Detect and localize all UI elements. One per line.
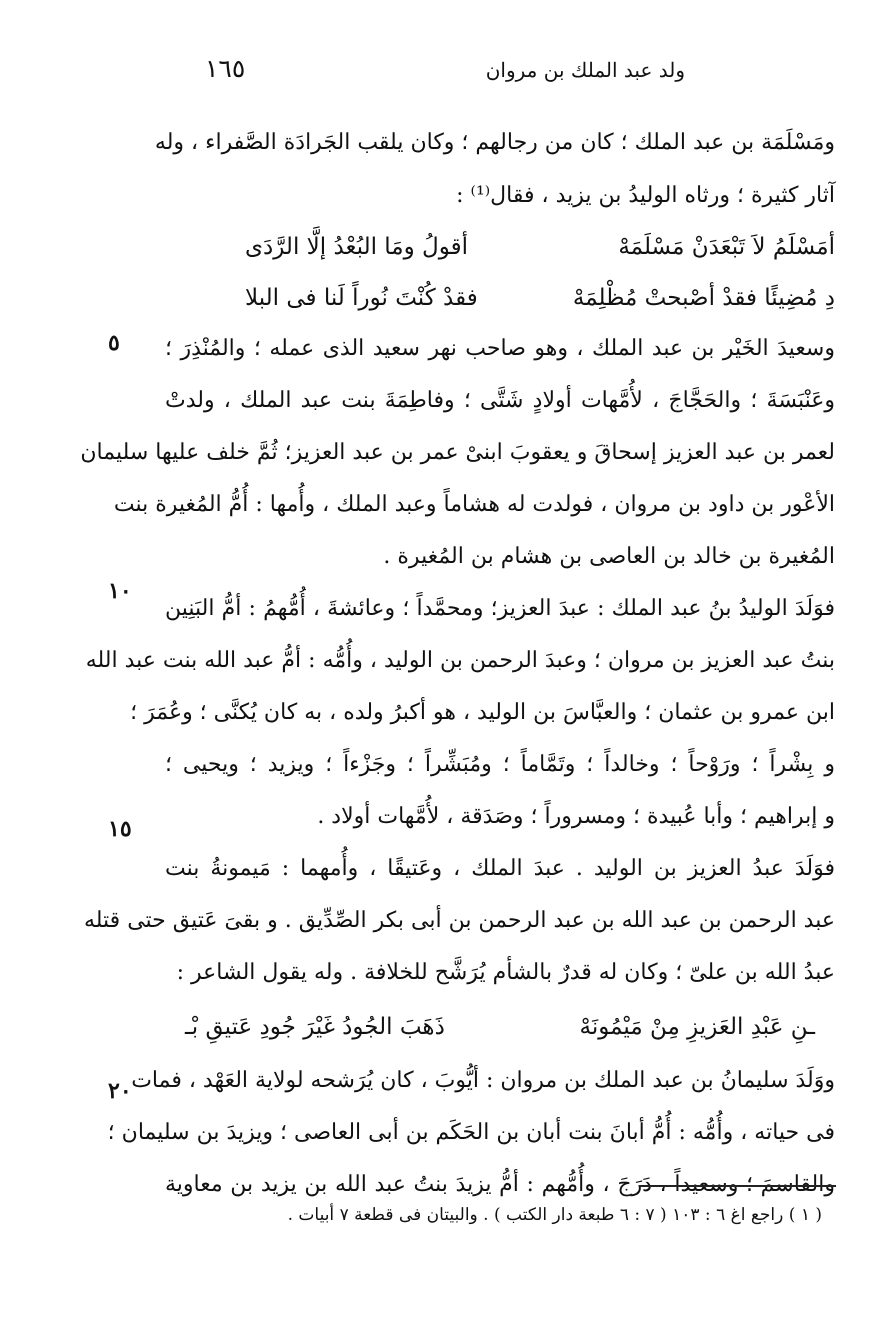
text-line: وسعيدَ الخَيْر بن عبد الملك ، وهو صاحب نهر سعيد الذى عمله ؛ والمُنْذِرَ ؛ [165,336,835,361]
text-line: وعَنْبَسَةَ ؛ والحَجَّاجَ ، لأُمَّهات أولادٍ شَتَّى ؛ وفاطِمَةَ بنت عبد الملك ، ولدتْ [165,388,835,413]
footnote: ( ١ ) راجع اغ ٦ : ١٠٣ ( ٧ : ٦ طبعة دار الكتب ) . والبيتان فى قطعة ٧ أبيات . [287,1205,822,1225]
verse-hemistich: ذَهَبَ الجُودُ غَيْرَ جُودِ عَتيقِ بْـ [185,1014,445,1040]
text-line: ابن عمرو بن عثمان ؛ والعبَّاسَ بن الوليد ، هو أكبرُ ولده ، به كان يُكنَّى ؛ وعُمَرَ ؛ [130,700,835,725]
text-line: المُغيرة بن خالد بن العاصى بن هشام بن المُغيرة . [383,544,835,569]
text-line: و إبراهيم ؛ وأبا عُبيدة ؛ ومسروراً ؛ وصَدَقة ، لأُمَّهات أولاد . [317,804,835,829]
line-number-marker: ١٠ [108,578,132,604]
verse-hemistich: أقولُ ومَا البُعْدُ إلَّا الرَّدَى [245,234,469,260]
text-line: و بِشْراً ؛ ورَوْحاً ؛ وخالداً ؛ وتَمَّاماً ؛ ومُبَشِّراً ؛ وجَزْءاً ؛ ويزيد ؛ ويحيى ؛ [165,752,835,777]
text-line: آثار كثيرة ؛ ورثاه الوليدُ بن يزيد ، فقال⁽¹⁾ : [456,183,835,208]
text-line: فوَلَدَ عبدُ العزيز بن الوليد . عبدَ الملك ، وعَتيقًا ، وأُمهما : مَيمونةُ بنت [165,856,835,881]
verse-hemistich: أمَسْلَمُ لاَ تَبْعَدَنْ مَسْلَمَهْ [618,234,835,260]
text-line: فوَلَدَ الوليدُ بنُ عبد الملك : عبدَ العزيز؛ ومحمَّداً ؛ وعائشةَ ، أُمُّهمُ : أمُّ البَنِين [165,596,835,621]
text-line: الأعْور بن داود بن مروان ، فولدت له هشاماً وعبد الملك ، وأُمها : أُمُّ المُغيرة بنت [113,492,835,517]
page-number: ١٦٥ [205,54,246,83]
line-number-marker: ٢٠ [108,1078,132,1104]
line-number-marker: ٥ [108,330,120,356]
running-title: ولد عبد الملك بن مروان [485,58,685,82]
text-line: ومَسْلَمَة بن عبد الملك ؛ كان من رجالهم ؛ وكان يلقب الجَرادَة الصَّفراء ، وله [154,130,835,155]
line-number-marker: ١٥ [108,816,132,842]
verse-hemistich: دِ مُضِيئًا فقدْ أصْبحتْ مُظْلِمَهْ [572,285,835,311]
text-line: عبدُ الله بن علىّ ؛ وكان له قدرٌ بالشأم يُرَشَّح للخلافة . وله يقول الشاعر : [176,960,835,985]
text-line: عبد الرحمن بن عبد الله بن عبد الرحمن بن أبى بكر الصِّدِّيق . و بقىَ عَتيق حتى قتله [83,908,835,933]
page-header [175,54,835,94]
text-line: ووَلَدَ سليمانُ بن عبد الملك بن مروان : أيُّوبَ ، كان يُرَشحه لولاية العَهْد ، فمات [131,1068,835,1093]
text-line: فى حياته ، وأُمُّه : أُمُّ أبانَ بنت أبان بن الحَكَم بن أبى العاصى ؛ ويزيدَ بن سليمان ؛ [107,1120,835,1145]
verse-hemistich: فقدْ كُنْتَ نُوراً لَنا فى البلا [245,285,478,311]
text-line: والقاسمَ ؛ وسعيداً ، دَرَجَ ، وأُمُّهم : أمُّ يزيدَ بنتُ عبد الله بن يزيد بن معاوية [165,1172,835,1197]
footnote-divider [640,1185,836,1187]
text-line: لعمر بن عبد العزيز إسحاقَ و يعقوبَ ابنىْ عمر بن عبد العزيز؛ ثُمَّ خلف عليها سليمان [80,440,835,465]
text-line: بنتُ عبد العزيز بن مروان ؛ وعبدَ الرحمن بن الوليد ، وأُمُّه : أمُّ عبد الله بنت عبد الله [85,648,835,673]
verse-hemistich: ـنِ عَبْدِ العَزيزِ مِنْ مَيْمُونَهْ [579,1014,815,1040]
